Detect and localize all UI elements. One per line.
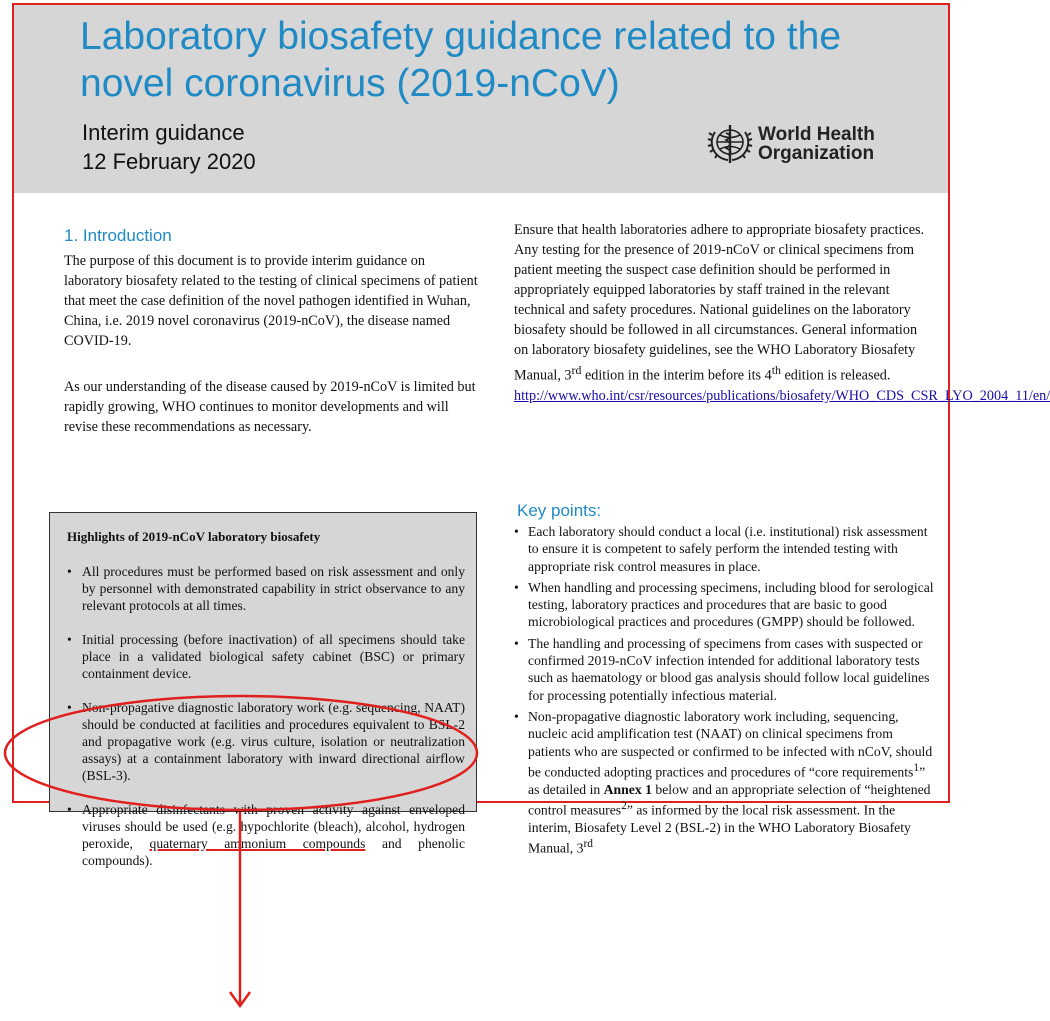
annotation-arrow-down-icon <box>225 812 255 1012</box>
key-point-item: • The handling and processing of specimens from cases with suspected or confirmed 2019-nCoV infection intended for additional laboratory tests such as haematology or blood gas analysis should follow local guidelines for processing potentially infectious material. <box>514 635 934 704</box>
introduction-heading: 1. Introduction <box>64 226 172 245</box>
introduction-paragraph-2: As our understanding of the disease caused by 2019-nCoV is limited but rapidly growing, WHO continues to monitor developments and will revise these recommendations as necessary. <box>64 379 476 435</box>
who-wordmark: World Health Organization <box>758 124 875 164</box>
biosafety-paragraph: Ensure that health laboratories adhere to appropriate biosafety practices. Any testing for the presence of 2019-nCoV or clinical specimens from patient meeting the suspect case definition should be performed in appropriately equipped laboratories by staff trained in the relevant technical and safety procedures. National guidelines on the laboratory biosafety should be followed in all circumstances. General information on laboratory biosafety guidelines, see the WHO Laboratory Biosafety Manual, 3rd edition in the interim before its 4th edition is released. http://www.who.int/csr/resources/publications/biosafety/WHO_CDS_CSR_LYO_2004_11/en/ <box>514 222 1050 404</box>
document-date: 12 February 2020 <box>82 149 256 174</box>
key-points-heading: Key points: <box>517 501 602 520</box>
document-header <box>14 5 948 193</box>
highlight-item: • Non-propagative diagnostic laboratory work (e.g. sequencing, NAAT) should be conducted at facilities and procedures equivalent to BSL-2 and propagative work (e.g. virus culture, isolation or neutralization assays) at a containment laboratory with inward directional airflow (BSL-3). <box>67 699 465 784</box>
who-biosafety-manual-link[interactable]: http://www.who.int/csr/resources/publications/biosafety/WHO_CDS_CSR_LYO_2004_11/en/ <box>514 387 1050 404</box>
key-points-list <box>514 523 934 861</box>
introduction-paragraph-1: The purpose of this document is to provide interim guidance on laboratory biosafety related to the testing of clinical specimens of patient that meet the case definition of the novel pathogen identified in Wuhan, China, i.e. 2019 novel coronavirus (2019-nCoV), the disease named COVID-19. <box>64 253 478 349</box>
document-page <box>12 3 1050 868</box>
key-point-item-non-propagative: • Non-propagative diagnostic laboratory work including, sequencing, nucleic acid amplification test (NAAT) on clinical specimens from patients who are suspected or confirmed to be infected with nCoV, should be conducted adopting practices and procedures of “core requirements$^1$” as detailed in Annex 1 below and an appropriate selection of “heightened control measures$^2$” as informed by the local risk assessment. In the interim, Biosafety Level 2 (BSL-2) in the WHO Laboratory Biosafety Manual, 3rd <box>514 708 934 857</box>
highlight-item: • All procedures must be performed based on risk assessment and only by personnel with demonstrated capability in strict observance to any relevant protocols at all times. <box>67 563 465 614</box>
highlights-title: Highlights of 2019-nCoV laboratory biosafety <box>67 529 321 544</box>
key-point-item: • Each laboratory should conduct a local (i.e. institutional) risk assessment to ensure it is competent to safely perform the intended testing with appropriate risk control measures in place. <box>514 523 934 575</box>
document-title: Laboratory biosafety guidance related to the novel coronavirus (2019-nCoV) <box>80 15 842 105</box>
key-point-item: • When handling and processing specimens, including blood for serological testing, laboratory practices and procedures that are basic to good microbiological practices and procedures (GMPP) should be followed. <box>514 579 934 631</box>
document-subtitle: Interim guidance <box>82 120 245 145</box>
annotation-ellipse <box>1 692 481 814</box>
who-emblem-icon <box>706 123 754 165</box>
highlight-item-disinfectants: • Appropriate disinfectants with proven activity against enveloped viruses should be used (e.g. hypochlorite (bleach), alcohol, hydrogen peroxide, quaternary ammonium compounds and phenolic compounds). <box>67 801 465 869</box>
underlined-quaternary-ammonium: quaternary ammonium compounds <box>149 836 366 851</box>
who-logo <box>706 123 875 165</box>
highlight-item: • Initial processing (before inactivation) of all specimens should take place in a validated biological safety cabinet (BSC) or primary containment device. <box>67 631 465 682</box>
